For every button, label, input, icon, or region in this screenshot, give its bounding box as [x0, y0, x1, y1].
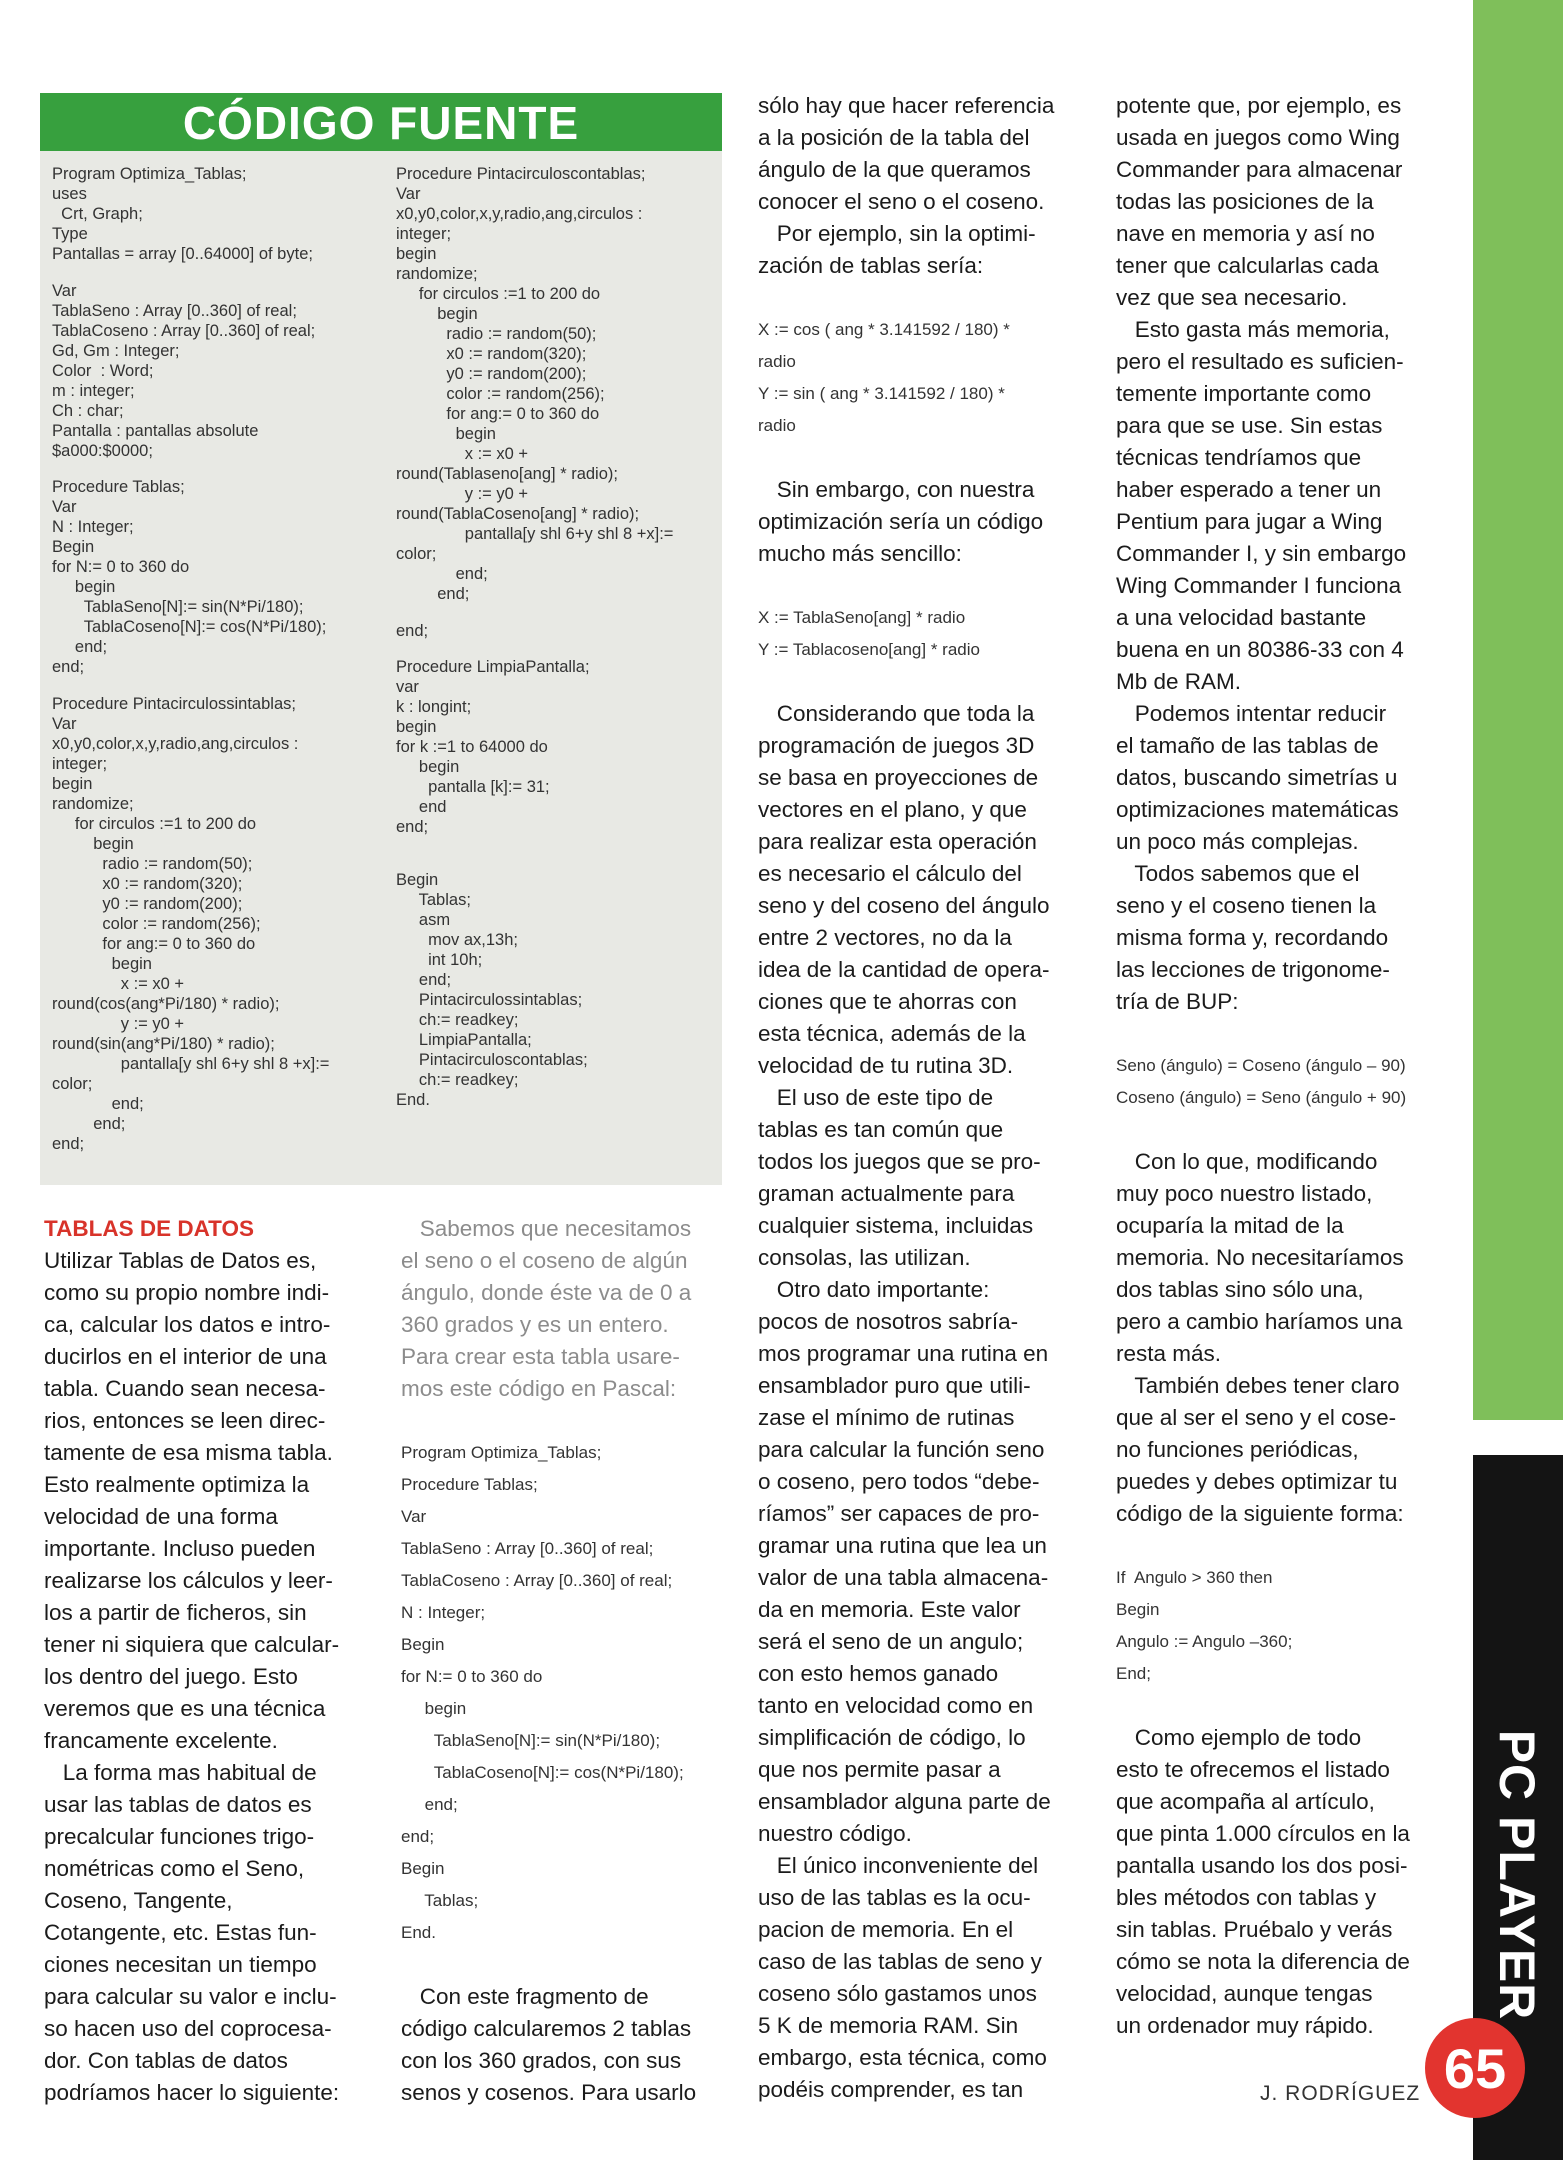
text-line: o coseno, pero todos “debe- [758, 1469, 1040, 1494]
text-line: podéis comprender, es tan [758, 2077, 1024, 2102]
code-line: Begin [401, 1635, 445, 1654]
side-green-strip [1473, 0, 1563, 1420]
code-line: Procedure Tablas; [52, 478, 185, 496]
text-line: código de la siguiente forma: [1116, 1501, 1404, 1526]
code-line: Begin [1116, 1600, 1160, 1619]
article-column-4 [1116, 90, 1466, 2042]
text-line: veremos que es una técnica [44, 1696, 326, 1721]
code-line: begin [52, 774, 93, 793]
text-line: haber esperado a tener un [1116, 477, 1382, 502]
code-line: int 10h; [396, 951, 483, 969]
page-number: 65 [1425, 2018, 1525, 2118]
code-line: begin [52, 578, 116, 596]
code-line: uses [52, 185, 87, 203]
text-line: nométricas como el Seno, [44, 1856, 305, 1881]
text-line: usada en juegos como Wing [1116, 125, 1400, 150]
text-line: sin tablas. Pruébalo y verás [1116, 1917, 1393, 1942]
code-line: End; [1116, 1664, 1151, 1683]
code-line: Color : Word; [52, 361, 154, 380]
text-line: vectores en el plano, y que [758, 797, 1027, 822]
text-line: pacion de memoria. En el [758, 1917, 1014, 1942]
code-line: End. [401, 1923, 436, 1942]
code-line: TablaCoseno : Array [0..360] of real; [401, 1571, 673, 1590]
text-line: entre 2 vectores, no da la [758, 925, 1012, 950]
text-line: a una velocidad bastante [1116, 605, 1367, 630]
text-line: graman actualmente para [758, 1181, 1015, 1206]
text-line: que pinta 1.000 círculos en la [1116, 1821, 1410, 1846]
code-line: Procedure Pintacirculossintablas; [52, 694, 296, 713]
code-line: x := x0 + [396, 445, 529, 463]
code-line: Ch : char; [52, 401, 124, 420]
text-line: Commander para almacenar [1116, 157, 1403, 182]
code-line: for ang:= 0 to 360 do [52, 934, 256, 953]
text-line: misma forma y, recordando [1116, 925, 1389, 950]
paragraph [44, 1757, 374, 2109]
text-line: Sabemos que necesitamos [401, 1216, 692, 1241]
text-line: nave en memoria y así no [1116, 221, 1375, 246]
code-line: y := y0 + [396, 485, 529, 503]
code-line: begin [396, 245, 437, 263]
text-line: ducirlos en el interior de una [44, 1344, 327, 1369]
text-line: ciones necesitan un tiempo [44, 1952, 317, 1977]
text-line: las lecciones de trigonome- [1116, 957, 1390, 982]
text-line: gramar una rutina que lea un [758, 1533, 1047, 1558]
code-line: color := random(256); [52, 914, 261, 933]
text-line: so hacen uso del coprocesa- [44, 2016, 332, 2041]
code-line: round(TablaCoseno[ang] * radio); [396, 505, 640, 523]
article-column-2 [401, 1213, 731, 2109]
text-line: El uso de este tipo de [758, 1085, 994, 1110]
code-line: X := TablaSeno[ang] * radio [758, 608, 966, 627]
text-line: embargo, esta técnica, como [758, 2045, 1047, 2070]
code-line: begin [396, 305, 478, 323]
paragraph [1116, 90, 1466, 1018]
text-line: Todos sabemos que el [1116, 861, 1360, 886]
code-line: radio := random(50); [52, 854, 253, 873]
code-line: Y := sin ( ang * 3.141592 / 180) * [758, 384, 1005, 403]
code-line: radio [758, 416, 796, 435]
code-line: Pintacirculoscontablas; [396, 1051, 588, 1069]
text-line: consolas, las utilizan. [758, 1245, 971, 1270]
code-line: asm [396, 911, 451, 929]
text-line: que al ser el seno y el cose- [1116, 1405, 1397, 1430]
text-line: un poco más complejas. [1116, 829, 1359, 854]
text-line: Wing Commander I funciona [1116, 573, 1402, 598]
text-line: Mb de RAM. [1116, 669, 1242, 694]
paragraph [44, 1245, 374, 1757]
code-line: Var [52, 281, 77, 300]
paragraph [1116, 1146, 1466, 1530]
paragraph [1116, 1722, 1466, 2042]
text-line: con los 360 grados, con sus [401, 2048, 682, 2073]
code-line: x0,y0,color,x,y,radio,ang,circulos : [396, 205, 643, 223]
code-line: end; [52, 638, 108, 656]
text-line: El único inconveniente del [758, 1853, 1039, 1878]
text-line: con esto hemos ganado [758, 1661, 999, 1686]
text-line: técnicas tendríamos que [1116, 445, 1362, 470]
code-line: Pintacirculossintablas; [396, 991, 583, 1009]
text-line: 5 K de memoria RAM. Sin [758, 2013, 1019, 2038]
code-listing-right [396, 164, 716, 1110]
code-line: end; [396, 971, 452, 989]
author-credit: J. RODRÍGUEZ [1260, 2082, 1421, 2105]
text-line: ensamblador alguna parte de [758, 1789, 1051, 1814]
text-line: los dentro del juego. Esto [44, 1664, 298, 1689]
code-line: randomize; [396, 265, 478, 283]
code-line: Crt, Graph; [52, 205, 143, 223]
code-line: x0 := random(320); [396, 345, 587, 363]
code-line: x0,y0,color,x,y,radio,ang,circulos : [52, 734, 299, 753]
article-column-1 [44, 1213, 374, 2109]
code-line: N : Integer; [52, 518, 134, 536]
code-listing-left [52, 164, 382, 1154]
text-line: para calcular su valor e inclu- [44, 1984, 337, 2009]
text-line: tría de BUP: [1116, 989, 1239, 1014]
code-line: Coseno (ángulo) = Seno (ángulo + 90) [1116, 1088, 1407, 1107]
code-line: end; [52, 1134, 85, 1153]
code-line: Procedure Tablas; [401, 1475, 538, 1494]
text-line: los a partir de ficheros, sin [44, 1600, 307, 1625]
text-line: Cotangente, etc. Estas fun- [44, 1920, 317, 1945]
code-line: TablaSeno[N]:= sin(N*Pi/180); [52, 598, 304, 616]
text-line: datos, buscando simetrías u [1116, 765, 1398, 790]
text-line: precalcular funciones trigo- [44, 1824, 315, 1849]
code-line: Var [396, 185, 421, 203]
text-line: uso de las tablas es la ocu- [758, 1885, 1031, 1910]
code-line: round(Tablaseno[ang] * radio); [396, 465, 618, 483]
text-line: simplificación de código, lo [758, 1725, 1026, 1750]
code-line: for N:= 0 to 360 do [52, 558, 190, 576]
code-line: Tablas; [401, 1891, 479, 1910]
code-line: pantalla[y shl 6+y shl 8 +x]:= [396, 525, 674, 543]
code-line: begin [396, 425, 496, 443]
text-line: ángulo, donde éste va de 0 a [401, 1280, 692, 1305]
code-line: for circulos :=1 to 200 do [52, 814, 257, 833]
code-line: end; [52, 658, 85, 676]
text-line: vez que sea necesario. [1116, 285, 1348, 310]
paragraph [401, 1213, 731, 1405]
text-line: senos y cosenos. Para usarlo [401, 2080, 697, 2105]
code-line: Type [52, 225, 88, 243]
text-line: será el seno de un angulo; [758, 1629, 1024, 1654]
code-line: TablaSeno : Array [0..360] of real; [52, 301, 297, 320]
text-line: para calcular la función seno [758, 1437, 1045, 1462]
code-line [396, 641, 716, 658]
code-line: end; [401, 1795, 458, 1814]
article-column-3 [758, 90, 1098, 2106]
text-line: bles métodos con tablas y [1116, 1885, 1377, 1910]
code-line: end; [396, 565, 488, 583]
code-line: TablaCoseno : Array [0..360] of real; [52, 321, 316, 340]
code-line: end; [52, 1094, 144, 1113]
code-line: ch:= readkey; [396, 1071, 519, 1089]
text-line: Sin embargo, con nuestra [758, 477, 1035, 502]
code-line: Procedure LimpiaPantalla; [396, 658, 590, 676]
text-line: Considerando que toda la [758, 701, 1035, 726]
code-line: $a000:$0000; [52, 441, 153, 460]
code-line: integer; [52, 754, 108, 773]
text-line: francamente excelente. [44, 1728, 278, 1753]
code-snippet [758, 314, 1098, 442]
code-line: begin [401, 1699, 467, 1718]
text-line: no funciones periódicas, [1116, 1437, 1359, 1462]
code-line: integer; [396, 225, 452, 243]
code-line: end; [401, 1827, 435, 1846]
text-line: usar las tablas de datos es [44, 1792, 312, 1817]
text-line: 360 grados y es un entero. [401, 1312, 669, 1337]
code-line: Var [52, 498, 77, 516]
code-line: begin [52, 834, 134, 853]
code-line: Begin [401, 1859, 445, 1878]
text-line: resta más. [1116, 1341, 1222, 1366]
code-line: mov ax,13h; [396, 931, 518, 949]
code-line: radio [758, 352, 796, 371]
text-line: potente que, por ejemplo, es [1116, 93, 1402, 118]
text-line: velocidad de una forma [44, 1504, 278, 1529]
code-line: Program Optimiza_Tablas; [52, 165, 247, 183]
text-line: Con lo que, modificando [1116, 1149, 1378, 1174]
text-line: cómo se nota la diferencia de [1116, 1949, 1410, 1974]
text-line: caso de las tablas de seno y [758, 1949, 1042, 1974]
code-line: color; [52, 1074, 93, 1093]
text-line: programación de juegos 3D [758, 733, 1035, 758]
code-line: var [396, 678, 419, 696]
text-line: mos este código en Pascal: [401, 1376, 677, 1401]
text-line: optimización sería un código [758, 509, 1044, 534]
text-line: muy poco nuestro listado, [1116, 1181, 1373, 1206]
text-line: el seno o el coseno de algún [401, 1248, 688, 1273]
code-line: for N:= 0 to 360 do [401, 1667, 543, 1686]
text-line: que acompaña al artículo, [1116, 1789, 1375, 1814]
text-line: velocidad de tu rutina 3D. [758, 1053, 1014, 1078]
text-line: temente importante como [1116, 381, 1372, 406]
text-line: rios, entonces se leen direc- [44, 1408, 326, 1433]
text-line: podríamos hacer lo siguiente: [44, 2080, 340, 2105]
code-line [52, 264, 382, 281]
code-line: If Angulo > 360 then [1116, 1568, 1273, 1587]
text-line: pantalla usando los dos posi- [1116, 1853, 1408, 1878]
magazine-name: PC PLAYER [1489, 1729, 1545, 2021]
paragraph [401, 1981, 731, 2109]
text-line: un ordenador muy rápido. [1116, 2013, 1374, 2038]
code-line: Begin [52, 538, 95, 556]
text-line: valor de una tabla almacena- [758, 1565, 1049, 1590]
code-line: Tablas; [396, 891, 471, 909]
text-line: Coseno, Tangente, [44, 1888, 233, 1913]
text-line: pocos de nosotros sabría- [758, 1309, 1019, 1334]
text-line: pero el resultado es suficien- [1116, 349, 1404, 374]
code-line: ch:= readkey; [396, 1011, 519, 1029]
paragraph [758, 90, 1098, 282]
code-line: End. [396, 1091, 430, 1109]
text-line: ensamblador puro que utili- [758, 1373, 1031, 1398]
code-line: Program Optimiza_Tablas; [401, 1443, 602, 1462]
code-line: TablaCoseno[N]:= cos(N*Pi/180); [401, 1763, 684, 1782]
text-line: Otro dato importante: [758, 1277, 990, 1302]
text-line: es necesario el cálculo del [758, 861, 1022, 886]
text-line: Commander I, y sin embargo [1116, 541, 1407, 566]
code-line: Y := Tablacoseno[ang] * radio [758, 640, 980, 659]
text-line: seno y el coseno tienen la [1116, 893, 1377, 918]
text-line: da en memoria. Este valor [758, 1597, 1021, 1622]
text-line: mucho más sencillo: [758, 541, 962, 566]
text-line: tablas es tan común que [758, 1117, 1004, 1142]
text-line: a la posición de la tabla del [758, 125, 1030, 150]
code-line: for circulos :=1 to 200 do [396, 285, 601, 303]
text-line: memoria. No necesitaríamos [1116, 1245, 1404, 1270]
code-line [396, 837, 716, 854]
code-line [396, 604, 716, 621]
text-line: buena en un 80386-33 con 4 [1116, 637, 1404, 662]
text-line: Utilizar Tablas de Datos es, [44, 1248, 317, 1273]
text-line: conocer el seno o el coseno. [758, 189, 1045, 214]
text-line: pero a cambio haríamos una [1116, 1309, 1403, 1334]
text-line: optimizaciones matemáticas [1116, 797, 1399, 822]
text-line: La forma mas habitual de [44, 1760, 317, 1785]
text-line: para que se use. Sin estas [1116, 413, 1383, 438]
code-line: end; [396, 818, 429, 836]
text-line: ángulo de la que queramos [758, 157, 1031, 182]
text-line: esta técnica, además de la [758, 1021, 1026, 1046]
text-line: todos los juegos que se pro- [758, 1149, 1041, 1174]
text-line: velocidad, aunque tengas [1116, 1981, 1373, 2006]
code-snippet [1116, 1562, 1466, 1690]
text-line: para realizar esta operación [758, 829, 1037, 854]
code-line: round(cos(ang*Pi/180) * radio); [52, 994, 280, 1013]
text-line: Con este fragmento de [401, 1984, 649, 2009]
code-line: Var [52, 714, 77, 733]
code-line: randomize; [52, 794, 134, 813]
code-snippet [1116, 1050, 1466, 1114]
text-line: el tamaño de las tablas de [1116, 733, 1379, 758]
text-line: ríamos” ser capaces de pro- [758, 1501, 1040, 1526]
text-line: idea de la cantidad de opera- [758, 957, 1050, 982]
code-line: round(sin(ang*Pi/180) * radio); [52, 1034, 275, 1053]
code-line: end; [396, 585, 470, 603]
code-line: LimpiaPantalla; [396, 1031, 532, 1049]
code-line: TablaSeno : Array [0..360] of real; [401, 1539, 654, 1558]
code-line [396, 854, 716, 871]
text-line: coseno sólo gastamos unos [758, 1981, 1037, 2006]
text-line: que nos permite pasar a [758, 1757, 1001, 1782]
text-line: seno y del coseno del ángulo [758, 893, 1050, 918]
code-line: color; [396, 545, 437, 563]
code-line: Seno (ángulo) = Coseno (ángulo – 90) [1116, 1056, 1406, 1075]
text-line: puedes y debes optimizar tu [1116, 1469, 1398, 1494]
text-line: Pentium para jugar a Wing [1116, 509, 1383, 534]
code-snippet [758, 602, 1098, 666]
code-line: begin [52, 954, 152, 973]
code-line: radio := random(50); [396, 325, 597, 343]
code-line: N : Integer; [401, 1603, 486, 1622]
code-line: Begin [396, 871, 439, 889]
paragraph [758, 698, 1098, 2106]
text-line: tamente de esa misma tabla. [44, 1440, 333, 1465]
text-line: mos programar una rutina en [758, 1341, 1049, 1366]
code-line: x0 := random(320); [52, 874, 243, 893]
text-line: sólo hay que hacer referencia [758, 93, 1055, 118]
code-snippet [401, 1437, 731, 1949]
code-line: m : integer; [52, 381, 135, 400]
text-line: realizarse los cálculos y leer- [44, 1568, 333, 1593]
text-line: cualquier sistema, incluidas [758, 1213, 1034, 1238]
paragraph [758, 474, 1098, 570]
text-line: dos tablas sino sólo una, [1116, 1277, 1364, 1302]
code-line: pantalla [k]:= 31; [396, 778, 550, 796]
code-line: X := cos ( ang * 3.141592 / 180) * [758, 320, 1010, 339]
code-line: y0 := random(200); [52, 894, 243, 913]
code-line: begin [396, 718, 437, 736]
text-line: Para crear esta tabla usare- [401, 1344, 680, 1369]
code-line: end; [396, 621, 429, 640]
text-line: se basa en proyecciones de [758, 765, 1039, 790]
code-line: y0 := random(200); [396, 365, 587, 383]
text-line: tabla. Cuando sean necesa- [44, 1376, 326, 1401]
text-line: También debes tener claro [1116, 1373, 1400, 1398]
section-heading: TABLAS DE DATOS [44, 1216, 255, 1241]
code-line [52, 677, 382, 694]
text-line: ca, calcular los datos e intro- [44, 1312, 331, 1337]
text-line: esto te ofrecemos el listado [1116, 1757, 1390, 1782]
text-line: Podemos intentar reducir [1116, 701, 1387, 726]
text-line: tener ni siquiera que calcular- [44, 1632, 340, 1657]
code-line: TablaCoseno[N]:= cos(N*Pi/180); [52, 618, 327, 636]
code-line: Var [401, 1507, 427, 1526]
text-line: como su propio nombre indi- [44, 1280, 330, 1305]
text-line: tener que calcularlas cada [1116, 253, 1379, 278]
code-line: for ang:= 0 to 360 do [396, 405, 600, 423]
code-line: Procedure Pintacirculoscontablas; [396, 165, 646, 183]
code-line: end [396, 798, 447, 816]
code-line: for k :=1 to 64000 do [396, 738, 548, 756]
text-line: ocuparía la mitad de la [1116, 1213, 1344, 1238]
text-line: Por ejemplo, sin la optimi- [758, 221, 1036, 246]
code-line: Angulo := Angulo –360; [1116, 1632, 1293, 1651]
code-line: x := x0 + [52, 974, 185, 993]
text-line: tanto en velocidad como en [758, 1693, 1034, 1718]
text-line: zación de tablas sería: [758, 253, 984, 278]
code-line: end; [52, 1114, 126, 1133]
text-line: nuestro código. [758, 1821, 912, 1846]
text-line: Esto realmente optimiza la [44, 1472, 310, 1497]
code-line: Pantallas = array [0..64000] of byte; [52, 245, 313, 263]
text-line: Como ejemplo de todo [1116, 1725, 1362, 1750]
text-line: Esto gasta más memoria, [1116, 317, 1390, 342]
text-line: dor. Con tablas de datos [44, 2048, 288, 2073]
text-line: ciones que te ahorras con [758, 989, 1017, 1014]
code-line [52, 461, 382, 478]
text-line: zase el mínimo de rutinas [758, 1405, 1015, 1430]
code-line: TablaSeno[N]:= sin(N*Pi/180); [401, 1731, 661, 1750]
code-line: y := y0 + [52, 1014, 185, 1033]
code-line: Pantalla : pantallas absolute [52, 421, 259, 440]
code-line: pantalla[y shl 6+y shl 8 +x]:= [52, 1054, 330, 1073]
text-line: importante. Incluso pueden [44, 1536, 316, 1561]
code-box-title: CÓDIGO FUENTE [40, 93, 722, 151]
code-line: begin [396, 758, 460, 776]
code-line: k : longint; [396, 698, 472, 716]
code-line: Gd, Gm : Integer; [52, 341, 180, 360]
text-line: código calcularemos 2 tablas [401, 2016, 692, 2041]
code-line: color := random(256); [396, 385, 605, 403]
text-line: todas las posiciones de la [1116, 189, 1374, 214]
